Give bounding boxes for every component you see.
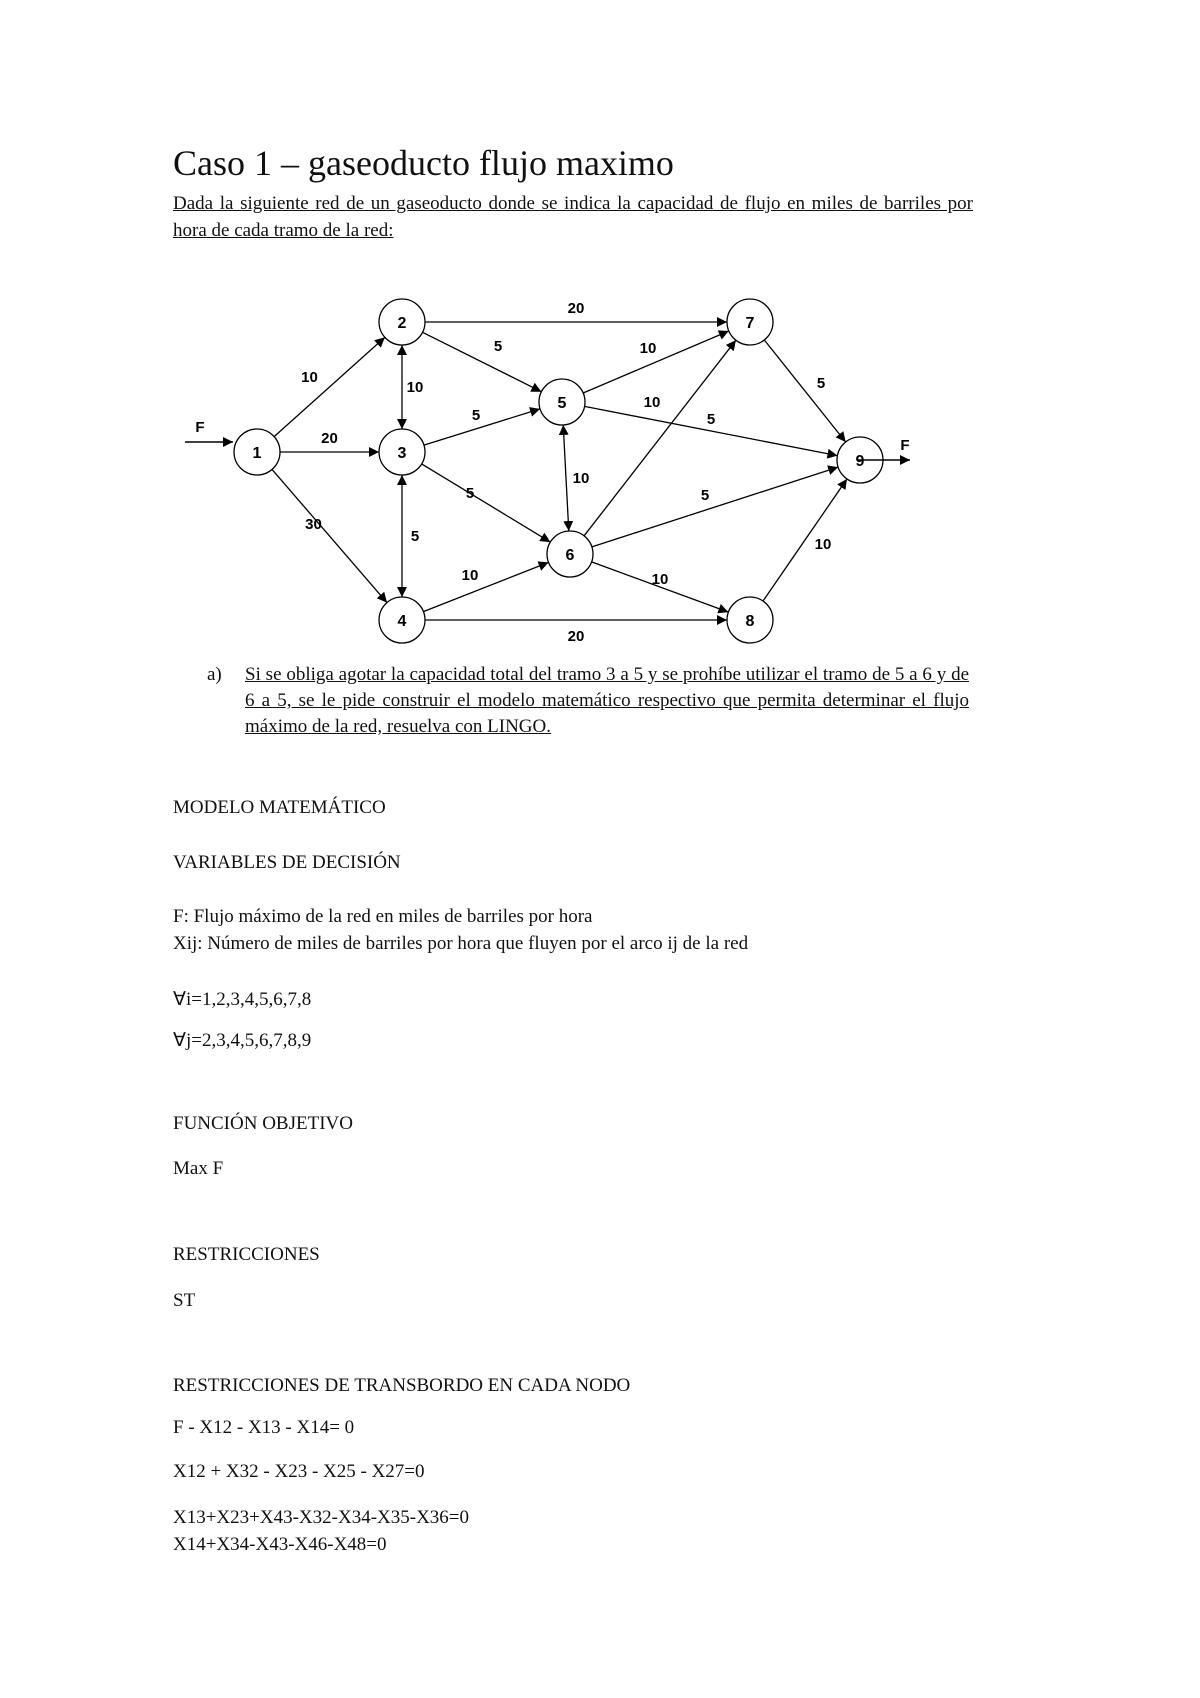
edge-capacity-label: 10 [461,567,479,584]
network-diagram [170,272,950,662]
question-a-label: a) [207,664,222,685]
node-label: 8 [745,613,755,630]
forall-j: ∀j=2,3,4,5,6,7,8,9 [173,1030,312,1051]
edge-3-5 [424,409,540,445]
node-label: 6 [565,547,575,564]
constraint-line: X14+X34-X43-X46-X48=0 [173,1534,387,1555]
edge-2-5 [423,332,542,391]
edge-4-6 [423,562,548,611]
question-a-text: Si se obliga agotar la capacidad total del tramo 3 a 5 y se prohíbe utilizar el tramo de 5 a 6 y de 6 a 5, se le pide construir el modelo matemático respectivo que permita determinar el flujo máximo de la red, resuelva con LINGO. [245,664,969,737]
edge-capacity-label: 30 [305,516,322,533]
edge-capacity-label: 5 [700,487,710,504]
node-label: 4 [397,613,407,630]
edge-capacity-label: 5 [706,411,716,428]
edge-capacity-label: 10 [406,379,424,396]
source-label: F [195,419,205,436]
transbordo-heading: RESTRICCIONES DE TRANSBORDO EN CADA NODO [173,1375,631,1396]
edge-3-6 [422,464,551,542]
edge-1-4 [272,469,387,602]
edge-capacity-label: 20 [321,430,338,447]
edge-capacity-label: 10 [814,536,832,553]
variable-x-definition: Xij: Número de miles de barriles por hora que fluyen por el arco ij de la red [173,933,749,954]
edge-capacity-label: 5 [816,375,826,392]
node-label: 2 [397,315,407,332]
page-title: Caso 1 – gaseoducto flujo maximo [173,143,674,183]
edge-capacity-label: 20 [567,300,585,317]
st-label: ST [173,1290,196,1311]
edge-capacity-label: 10 [301,369,318,386]
question-a [207,662,969,740]
node-label: 9 [855,453,865,470]
edge-capacity-label: 5 [465,485,475,502]
edge-capacity-label: 5 [410,528,420,545]
edge-capacity-label: 5 [493,338,503,355]
restrictions-heading: RESTRICCIONES [173,1244,320,1265]
intro-paragraph: Dada la siguiente red de un gaseoducto donde se indica la capacidad de flujo en miles de barriles por hora de cada tramo de la red: [173,193,973,241]
constraint-line: X13+X23+X43-X32-X34-X35-X36=0 [173,1507,470,1528]
sink-label: F [900,437,910,454]
objective-heading: FUNCIÓN OBJETIVO [173,1113,353,1134]
constraint-line: F - X12 - X13 - X14= 0 [173,1417,355,1438]
edge-capacity-label: 10 [572,470,590,487]
variable-f-definition: F: Flujo máximo de la red en miles de barriles por hora [173,906,593,927]
variables-heading: VARIABLES DE DECISIÓN [173,852,401,873]
node-label: 7 [745,315,755,332]
constraint-line: X12 + X32 - X23 - X25 - X27=0 [173,1461,425,1482]
edge-capacity-label: 10 [643,394,661,411]
edge-6-7 [584,340,736,536]
edge-capacity-label: 5 [471,407,481,424]
edge-8-9 [763,479,847,601]
edge-capacity-label: 20 [567,628,585,645]
edge-capacity-label: 10 [651,571,669,588]
model-heading: MODELO MATEMÁTICO [173,797,386,818]
forall-i: ∀i=1,2,3,4,5,6,7,8 [173,989,312,1010]
edge-1-2 [274,337,385,436]
edge-7-9 [764,340,845,442]
node-label: 5 [557,395,567,412]
edge-5-6 [563,425,569,531]
objective-function: Max F [173,1158,224,1179]
edge-capacity-label: 10 [639,340,657,357]
node-label: 3 [397,445,407,462]
node-label: 1 [252,445,262,462]
